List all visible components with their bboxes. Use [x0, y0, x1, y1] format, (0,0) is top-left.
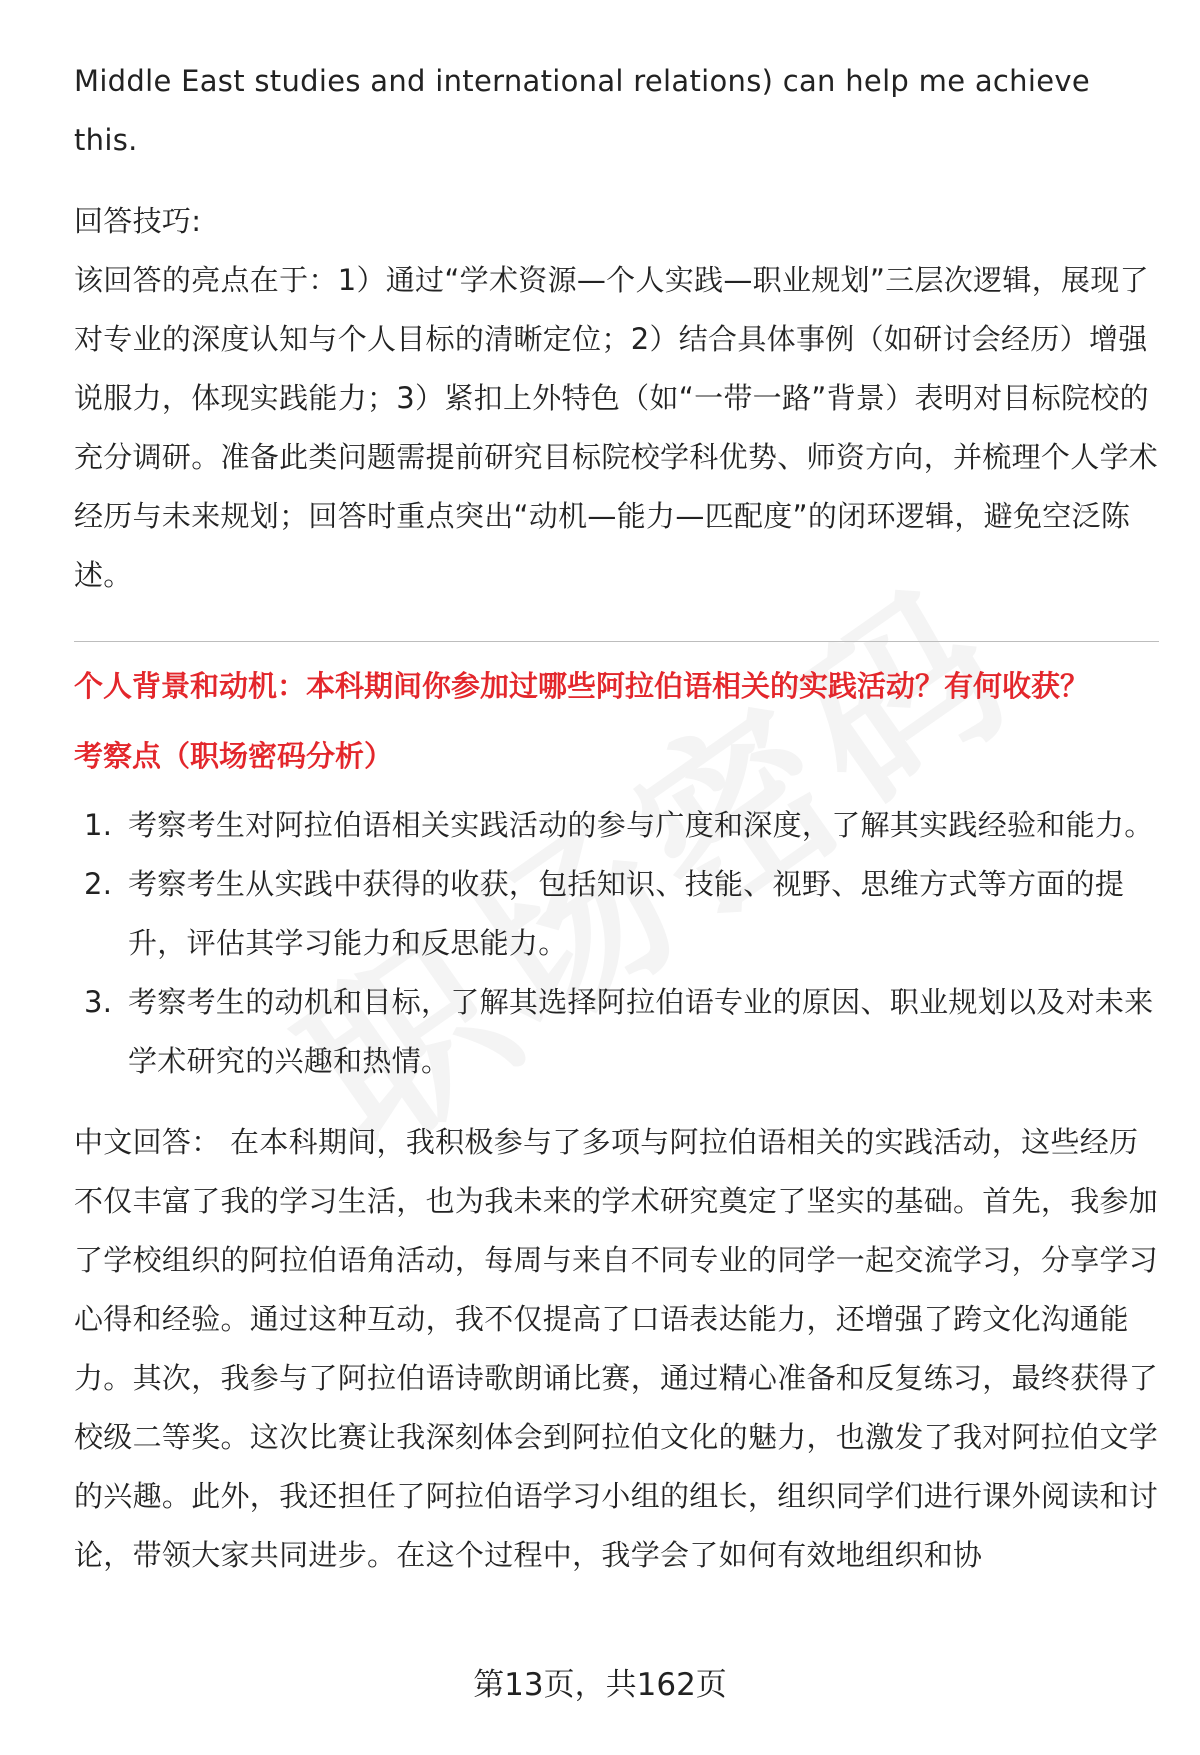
point-number: 1. [84, 808, 113, 842]
spacer [74, 170, 1159, 192]
focus-point [74, 855, 1159, 973]
answer-paragraph [74, 1113, 1159, 1585]
focus-heading: 考察点（职场密码分析） [74, 739, 394, 773]
point-text: 考察考生从实践中获得的收获，包括知识、技能、视野、思维方式等方面的提升，评估其学习能力和反思能力。 [128, 867, 1125, 960]
focus-point [74, 796, 1159, 855]
answer-label: 中文回答： [74, 1125, 221, 1159]
document-page [74, 52, 1159, 1585]
point-text: 考察考生对阿拉伯语相关实践活动的参与广度和深度，了解其实践经验和能力。 [128, 808, 1154, 842]
point-number: 3. [84, 985, 113, 1019]
tips-text: 该回答的亮点在于：1）通过“学术资源—个人实践—职业规划”三层次逻辑，展现了对专业的深度认知与个人目标的清晰定位；2）结合具体事例（如研讨会经历）增强说服力，体现实践能力；3）紧扣上外特色（如“一带一路”背景）表明对目标院校的充分调研。准备此类问题需提前研究目标院校学科优势、师资方向，并梳理个人学术经历与未来规划；回答时重点突出“动机—能力—匹配度”的闭环逻辑，避免空泛陈述。 [74, 263, 1159, 592]
answer-text: 在本科期间，我积极参与了多项与阿拉伯语相关的实践活动，这些经历不仅丰富了我的学习生活，也为我未来的学术研究奠定了坚实的基础。首先，我参加了学校组织的阿拉伯语角活动，每周与来自不同专业的同学一起交流学习，分享学习心得和经验。通过这种互动，我不仅提高了口语表达能力，还增强了跨文化沟通能力。其次，我参与了阿拉伯语诗歌朗诵比赛，通过精心准备和反复练习，最终获得了校级二等奖。这次比赛让我深刻体会到阿拉伯文化的魅力，也激发了我对阿拉伯文学的兴趣。此外，我还担任了阿拉伯语学习小组的组长，组织同学们进行课外阅读和讨论，带领大家共同进步。在这个过程中，我学会了如何有效地组织和协 [74, 1125, 1159, 1572]
point-number: 2. [84, 867, 113, 901]
intro-tail-text: Middle East studies and international relations) can help me achieve this. [74, 64, 1090, 157]
focus-points-list [74, 796, 1159, 1091]
section-divider [74, 641, 1159, 642]
spacer [74, 605, 1159, 641]
tips-label: 回答技巧: [74, 204, 202, 238]
spacer [74, 1091, 1159, 1113]
point-text: 考察考生的动机和目标，了解其选择阿拉伯语专业的原因、职业规划以及对未来学术研究的兴趣和热情。 [128, 985, 1154, 1078]
focus-point [74, 973, 1159, 1091]
page-number: 第13页，共162页 [473, 1667, 727, 1703]
question-title: 个人背景和动机：本科期间你参加过哪些阿拉伯语相关的实践活动？有何收获？ [74, 669, 1090, 703]
